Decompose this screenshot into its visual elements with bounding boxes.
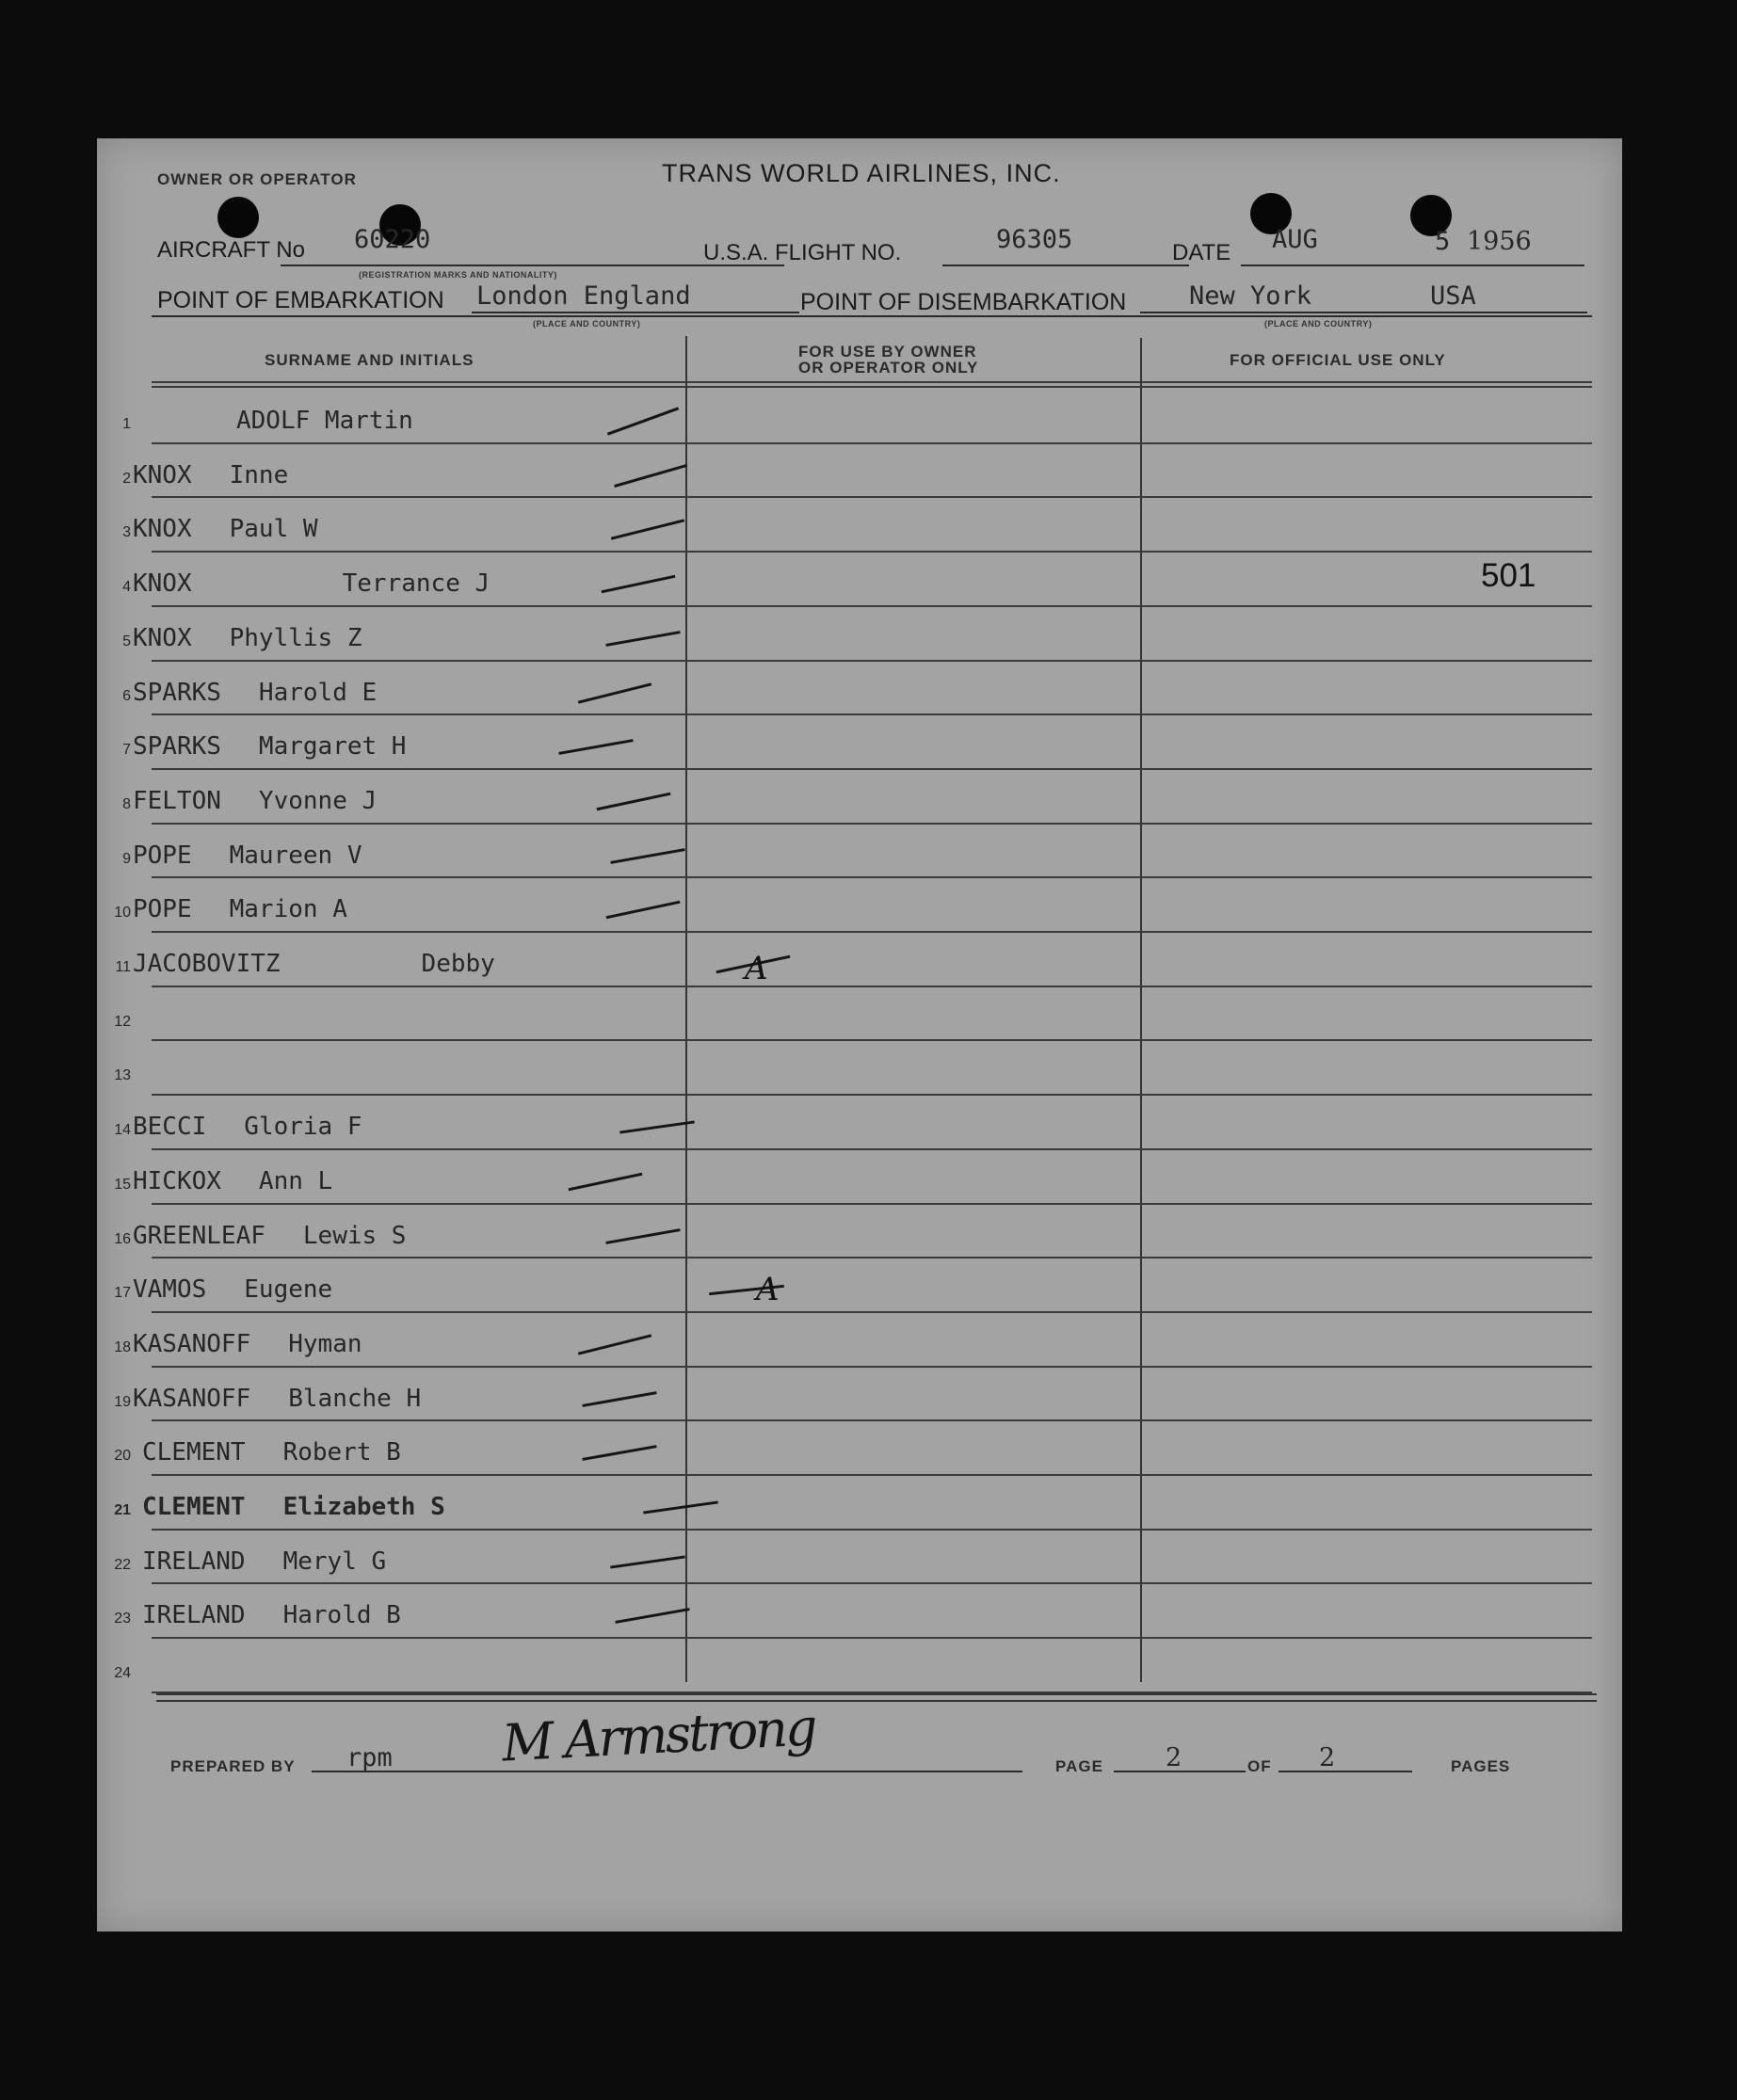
row-rule xyxy=(152,442,1592,444)
row-number: 9 xyxy=(122,850,131,867)
passenger-given-name: Margaret H xyxy=(258,732,407,761)
passenger-given-name: Marion A xyxy=(229,895,347,924)
passenger-surname: KNOX xyxy=(133,460,192,489)
of-value: 2 xyxy=(1319,1743,1336,1772)
row-rule xyxy=(152,496,1592,498)
disembark-city: New York xyxy=(1189,281,1312,311)
row-rule xyxy=(152,605,1592,607)
owner-mark: A xyxy=(745,950,768,987)
row-number: 1 xyxy=(122,416,131,432)
passenger-name xyxy=(110,515,318,543)
passenger-given-name: Terrance J xyxy=(342,569,491,599)
passenger-name xyxy=(110,461,288,489)
col-official-use: FOR OFFICIAL USE ONLY xyxy=(1230,351,1446,369)
passenger-given-name: Harold E xyxy=(258,678,378,707)
row-rule xyxy=(152,1637,1592,1639)
owner-value: TRANS WORLD AIRLINES, INC. xyxy=(662,159,1061,187)
passenger-given-name: Robert B xyxy=(282,1438,401,1467)
passenger-surname: KNOX xyxy=(133,569,192,599)
passenger-name xyxy=(110,1113,362,1141)
row-number: 20 xyxy=(114,1448,131,1465)
passenger-surname: BECCI xyxy=(133,1113,207,1142)
check-mark xyxy=(602,575,676,594)
date-year: 1956 xyxy=(1467,227,1532,256)
page-value: 2 xyxy=(1166,1743,1182,1772)
aircraft-value: 60220 xyxy=(354,225,431,254)
flight-value: 96305 xyxy=(996,225,1073,254)
passenger-name xyxy=(110,1275,332,1304)
row-rule xyxy=(152,713,1592,715)
passenger-name xyxy=(110,569,490,598)
passenger-name xyxy=(110,950,495,978)
passenger-given-name: Eugene xyxy=(244,1275,333,1305)
passenger-surname: CLEMENT xyxy=(142,1493,246,1521)
check-mark xyxy=(578,1334,651,1355)
check-mark xyxy=(582,1391,656,1407)
passenger-given-name: Lewis S xyxy=(302,1221,407,1250)
passenger-name xyxy=(110,1656,180,1684)
passenger-surname: KNOX xyxy=(133,515,192,544)
passenger-given-name: Maureen V xyxy=(229,841,362,870)
owner-mark: A xyxy=(756,1271,780,1308)
passenger-surname: IRELAND xyxy=(142,1547,246,1576)
row-number: 16 xyxy=(114,1230,131,1247)
col-owner-use-1: FOR USE BY OWNER xyxy=(798,343,977,361)
passenger-name xyxy=(110,1385,421,1413)
check-mark xyxy=(610,1555,685,1568)
row-number: 14 xyxy=(114,1122,131,1139)
row-number: 15 xyxy=(114,1176,131,1193)
column-divider xyxy=(685,336,687,1682)
row-number: 4 xyxy=(122,579,131,596)
passenger-given-name: Phyllis Z xyxy=(229,623,362,652)
embark-value: London England xyxy=(476,281,691,311)
row-rule xyxy=(152,986,1592,987)
passenger-name xyxy=(110,842,362,870)
passenger-given-name: Yvonne J xyxy=(258,786,378,815)
passenger-given-name: Harold B xyxy=(282,1601,401,1630)
row-number: 12 xyxy=(114,1013,131,1030)
passenger-surname: GREENLEAF xyxy=(133,1221,265,1250)
passenger-name xyxy=(110,1330,362,1358)
passenger-name xyxy=(110,1004,170,1033)
row-rule xyxy=(152,1366,1592,1368)
passenger-given-name: Inne xyxy=(229,460,289,489)
passenger-surname: POPE xyxy=(133,841,192,870)
row-number: 3 xyxy=(122,524,131,541)
check-mark xyxy=(569,1173,643,1192)
check-mark xyxy=(597,793,671,811)
page-label: PAGE xyxy=(1055,1757,1103,1775)
passenger-name xyxy=(110,1222,406,1250)
prepared-value: rpm xyxy=(346,1743,393,1772)
row-number: 11 xyxy=(115,959,131,975)
passenger-name xyxy=(110,679,377,707)
disembark-country: USA xyxy=(1430,281,1476,311)
date-label: DATE xyxy=(1172,240,1231,265)
owner-label: OWNER OR OPERATOR xyxy=(157,170,357,188)
check-mark xyxy=(607,407,679,435)
col-owner-use-2: OR OPERATOR ONLY xyxy=(798,359,979,377)
passenger-name xyxy=(110,1601,401,1629)
passenger-given-name: Debby xyxy=(421,950,495,978)
passenger-name xyxy=(110,1438,401,1467)
passenger-surname: KASANOFF xyxy=(133,1329,251,1358)
passenger-given-name: Elizabeth S xyxy=(282,1493,445,1521)
check-mark xyxy=(606,901,681,920)
row-number: 23 xyxy=(114,1611,131,1627)
passenger-name xyxy=(110,895,347,923)
passenger-name xyxy=(110,1493,445,1521)
manifest-sheet xyxy=(97,138,1622,1932)
flight-label: U.S.A. FLIGHT NO. xyxy=(703,240,902,265)
aircraft-sublabel: (REGISTRATION MARKS AND NATIONALITY) xyxy=(359,270,557,280)
row-rule xyxy=(152,1311,1592,1313)
row-number: 10 xyxy=(114,905,131,922)
passenger-surname: FELTON xyxy=(133,786,221,815)
date-month: AUG xyxy=(1272,225,1318,254)
passenger-given-name: Paul W xyxy=(229,515,318,544)
col-surname: SURNAME AND INITIALS xyxy=(265,351,474,369)
passenger-surname: HICKOX xyxy=(133,1166,221,1195)
row-rule xyxy=(152,1582,1592,1584)
passenger-name xyxy=(110,1547,386,1576)
disembark-sublabel: (PLACE AND COUNTRY) xyxy=(1264,319,1373,329)
check-mark xyxy=(610,848,684,864)
row-rule xyxy=(152,876,1592,878)
passenger-given-name: ADOLF Martin xyxy=(236,407,413,435)
passenger-name xyxy=(110,732,406,761)
passenger-given-name: Hyman xyxy=(288,1329,362,1358)
signature: M Armstrong xyxy=(500,1697,816,1773)
check-mark xyxy=(643,1500,718,1514)
passenger-surname: SPARKS xyxy=(133,678,221,707)
row-rule xyxy=(152,1148,1592,1150)
row-number: 18 xyxy=(114,1339,131,1355)
check-mark xyxy=(619,1121,695,1134)
row-number: 24 xyxy=(114,1665,131,1682)
passenger-surname: VAMOS xyxy=(133,1275,207,1305)
column-divider xyxy=(1140,338,1142,1682)
passenger-surname: JACOBOVITZ xyxy=(133,950,281,978)
check-mark xyxy=(605,631,680,647)
passenger-name xyxy=(110,1058,170,1086)
passenger-surname: SPARKS xyxy=(133,732,221,761)
passenger-given-name: Blanche H xyxy=(288,1384,422,1413)
row-number: 21 xyxy=(114,1502,131,1518)
disembark-label: POINT OF DISEMBARKATION xyxy=(800,289,1127,315)
passenger-surname: KASANOFF xyxy=(133,1384,251,1413)
check-mark xyxy=(578,682,651,703)
punch-hole xyxy=(217,197,259,238)
row-rule xyxy=(152,823,1592,825)
row-rule xyxy=(152,1529,1592,1531)
row-number: 22 xyxy=(114,1556,131,1573)
row-number: 6 xyxy=(122,687,131,704)
row-rule xyxy=(152,768,1592,770)
row-rule xyxy=(152,551,1592,553)
row-rule xyxy=(152,1094,1592,1096)
passenger-given-name: Ann L xyxy=(258,1166,333,1195)
of-label: OF xyxy=(1247,1757,1272,1775)
check-mark xyxy=(614,464,687,488)
passenger-given-name: Gloria F xyxy=(244,1113,362,1142)
row-number: 2 xyxy=(122,470,131,487)
passenger-surname: KNOX xyxy=(133,623,192,652)
passenger-name xyxy=(110,1167,332,1195)
row-number: 19 xyxy=(114,1393,131,1410)
row-number: 5 xyxy=(122,633,131,649)
pages-label: PAGES xyxy=(1451,1757,1511,1775)
row-rule xyxy=(152,1474,1592,1476)
row-rule xyxy=(152,1203,1592,1205)
check-mark xyxy=(615,1608,689,1624)
row-number: 17 xyxy=(114,1285,131,1302)
row-number: 7 xyxy=(122,742,131,759)
passenger-surname: IRELAND xyxy=(142,1601,246,1630)
row-number: 8 xyxy=(122,795,131,812)
row-number: 13 xyxy=(114,1067,131,1084)
embark-sublabel: (PLACE AND COUNTRY) xyxy=(533,319,641,329)
embark-label: POINT OF EMBARKATION xyxy=(157,287,444,313)
check-mark xyxy=(558,739,633,755)
row-rule xyxy=(152,931,1592,933)
passenger-surname: CLEMENT xyxy=(142,1438,246,1467)
prepared-label: PREPARED BY xyxy=(170,1757,296,1775)
passenger-surname: POPE xyxy=(133,895,192,924)
row-rule xyxy=(152,1419,1592,1421)
check-mark xyxy=(611,520,684,540)
passenger-name xyxy=(110,624,362,652)
row-rule xyxy=(152,1257,1592,1258)
check-mark xyxy=(605,1228,680,1244)
date-day: 5 xyxy=(1435,227,1451,256)
row-rule xyxy=(152,660,1592,662)
passenger-name xyxy=(110,407,413,435)
passenger-name xyxy=(110,787,377,815)
row-rule xyxy=(152,1039,1592,1041)
check-mark xyxy=(582,1445,656,1461)
official-note: 501 xyxy=(1481,557,1536,594)
passenger-given-name: Meryl G xyxy=(282,1547,387,1576)
aircraft-label: AIRCRAFT No xyxy=(157,237,305,263)
